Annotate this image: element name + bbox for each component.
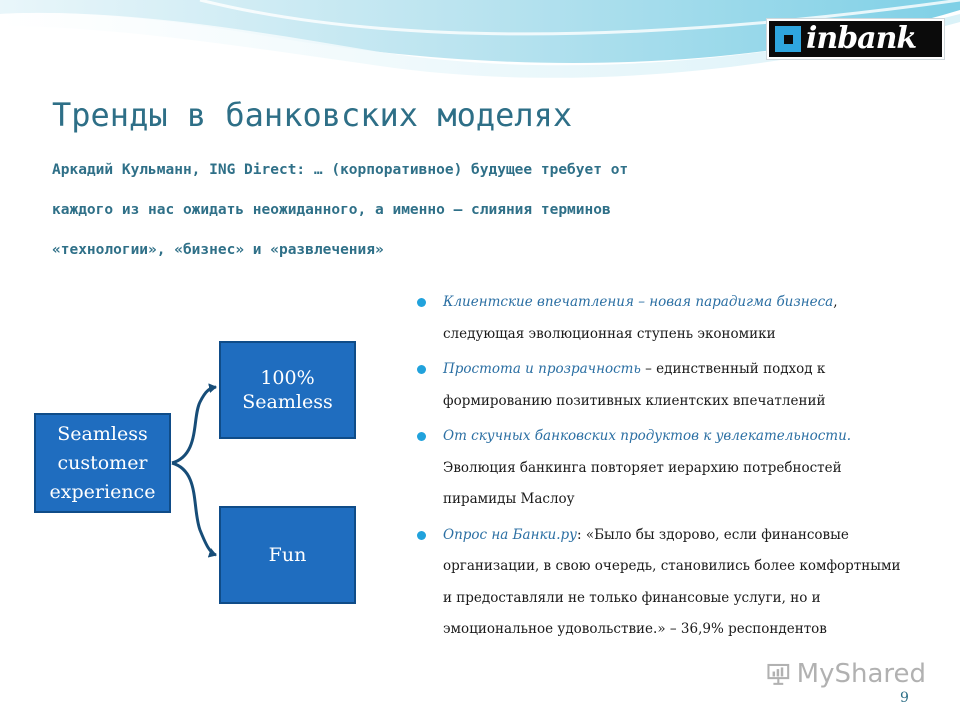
watermark-text: MyShared bbox=[796, 659, 926, 689]
seamless-100-box: 100% Seamless bbox=[219, 341, 356, 439]
quote-block bbox=[52, 150, 932, 270]
fun-box: Fun bbox=[219, 506, 356, 604]
bullet-text: : «Было бы здорово, если финансовые организации, в свою очередь, становились более комфортными и предоставляли не только финансовые услуги, но и эмоциональное удовольствие.» – 36,9% респондентов bbox=[443, 526, 901, 637]
bullet-item bbox=[413, 287, 913, 350]
bullet-text: Эволюция банкинга повторяет иерархию потребностей пирамиды Маслоу bbox=[443, 459, 842, 507]
bullet-emphasis: Простота и прозрачность bbox=[443, 361, 641, 377]
bullet-emphasis: Клиентские впечатления – новая парадигма бизнеса bbox=[443, 294, 834, 310]
seamless-customer-experience-box: Seamless customer experience bbox=[34, 413, 171, 513]
myshared-watermark bbox=[766, 656, 926, 692]
bullet-item bbox=[413, 421, 913, 516]
page-number: 9 bbox=[900, 690, 909, 706]
bullet-item bbox=[413, 520, 913, 646]
bullet-list bbox=[413, 287, 913, 650]
presentation-icon bbox=[766, 659, 791, 689]
quote-line-3: «технологии», «бизнес» и «развлечения» bbox=[52, 242, 384, 258]
arrow-to-top-box bbox=[172, 387, 216, 463]
bullet-item bbox=[413, 354, 913, 417]
slide-title: Тренды в банковских моделях bbox=[52, 96, 573, 134]
inbank-logo bbox=[767, 19, 944, 59]
bullet-emphasis: От скучных банковских продуктов к увлекательности. bbox=[443, 428, 852, 444]
quote-line-2: каждого из нас ожидать неожиданного, а именно – слияния терминов bbox=[52, 202, 611, 218]
bullet-text: – единственный подход к формированию позитивных клиентских впечатлений bbox=[443, 361, 826, 409]
quote-line-1: Аркадий Кульманн, ING Direct: … (корпоративное) будущее требует от bbox=[52, 162, 629, 178]
bullet-text: , следующая эволюционная ступень экономики bbox=[443, 294, 838, 342]
logo-square-icon bbox=[775, 26, 801, 52]
bullet-emphasis: Опрос на Банки.ру bbox=[443, 526, 577, 543]
arrow-to-bottom-box bbox=[172, 463, 216, 555]
logo-text: inbank bbox=[806, 21, 917, 56]
